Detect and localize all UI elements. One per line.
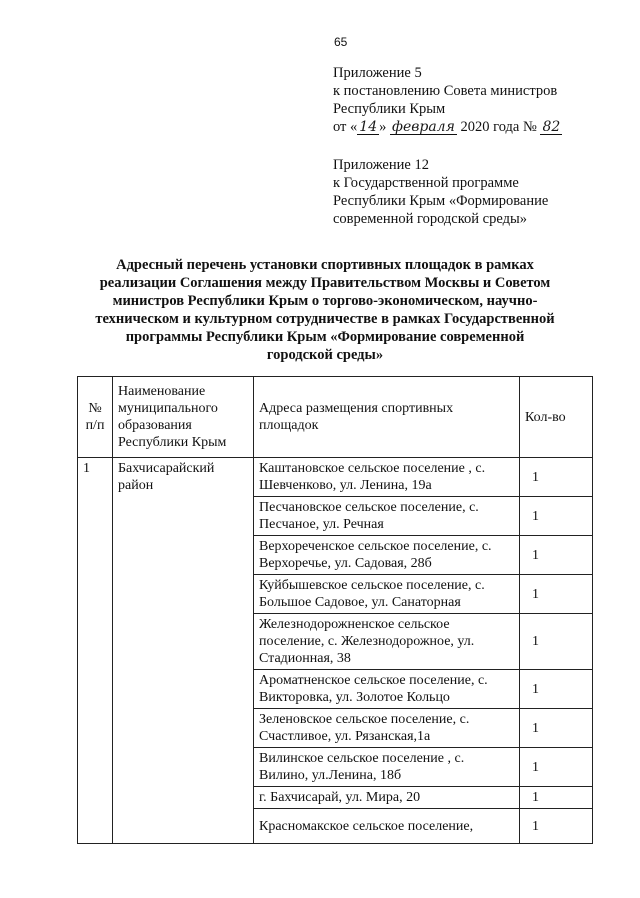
address-cell: г. Бахчисарай, ул. Мира, 20	[254, 787, 520, 809]
sports-grounds-table	[77, 376, 593, 844]
title-line: городской среды»	[266, 347, 384, 363]
page-number: 65	[334, 35, 348, 49]
title-line: министров Республики Крым о торгово-экономическом, научно-	[112, 293, 538, 309]
document-title	[80, 256, 570, 364]
count-cell: 1	[520, 575, 593, 614]
address-cell: Песчановское сельское поселение, с. Песчаное, ул. Речная	[254, 497, 520, 536]
table-header-row	[78, 377, 593, 458]
address-cell: Куйбышевское сельское поселение, с. Большое Садовое, ул. Санаторная	[254, 575, 520, 614]
title-line: реализации Соглашения между Правительством Москвы и Советом	[99, 275, 551, 291]
number-handwritten: 82	[542, 119, 561, 135]
appendix-12-block	[333, 156, 633, 228]
count-cell: 1	[520, 614, 593, 670]
header-num: № п/п	[78, 377, 113, 458]
date-year: 2020 года №	[460, 119, 537, 135]
appendix-12-line4: современной городской среды»	[333, 211, 527, 227]
appendix-12-line2: к Государственной программе	[333, 175, 519, 191]
appendix-5-title: Приложение 5	[333, 65, 422, 81]
header-municipality: Наименование муниципального образования Республики Крым	[113, 377, 254, 458]
count-cell: 1	[520, 709, 593, 748]
appendix-12-title: Приложение 12	[333, 157, 429, 173]
title-line: Адресный перечень установки спортивных площадок в рамках	[116, 257, 534, 273]
address-cell: Красномакское сельское поселение,	[254, 809, 520, 844]
date-prefix: от «	[333, 119, 358, 135]
appendix-5-date-line	[333, 118, 633, 136]
date-day-handwritten: 14	[359, 119, 378, 135]
table-row	[78, 458, 593, 497]
date-sep: »	[379, 119, 387, 135]
address-cell: Зеленовское сельское поселение, с. Счастливое, ул. Рязанская,1а	[254, 709, 520, 748]
group-num: 1	[78, 458, 113, 844]
appendix-5-line3: Республики Крым	[333, 101, 446, 117]
address-cell: Каштановское сельское поселение , с. Шевченково, ул. Ленина, 19а	[254, 458, 520, 497]
header-count: Кол-во	[520, 377, 593, 458]
count-cell: 1	[520, 670, 593, 709]
count-cell: 1	[520, 497, 593, 536]
address-cell: Верхореченское сельское поселение, с. Верхоречье, ул. Садовая, 28б	[254, 536, 520, 575]
address-cell: Ароматненское сельское поселение, с. Викторовка, ул. Золотое Кольцо	[254, 670, 520, 709]
title-line: техническом и культурном сотрудничестве в рамках Государственной	[95, 311, 555, 327]
appendix-5-line2: к постановлению Совета министров	[333, 83, 558, 99]
group-municipality: Бахчисарайский район	[113, 458, 254, 844]
count-cell: 1	[520, 536, 593, 575]
date-month-handwritten: февраля	[391, 119, 455, 135]
address-cell: Железнодорожненское сельское поселение, с. Железнодорожное, ул. Стадионная, 38	[254, 614, 520, 670]
header-address: Адреса размещения спортивных площадок	[254, 377, 520, 458]
count-cell: 1	[520, 458, 593, 497]
count-cell: 1	[520, 787, 593, 809]
address-cell: Вилинское сельское поселение , с. Вилино, ул.Ленина, 18б	[254, 748, 520, 787]
count-cell: 1	[520, 809, 593, 844]
appendix-5-block	[333, 64, 633, 136]
count-cell: 1	[520, 748, 593, 787]
appendix-12-line3: Республики Крым «Формирование	[333, 193, 549, 209]
title-line: программы Республики Крым «Формирование современной	[125, 329, 525, 345]
